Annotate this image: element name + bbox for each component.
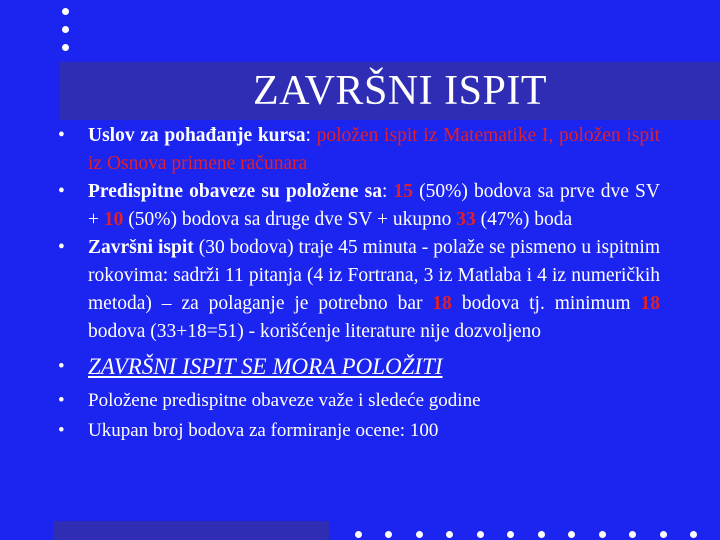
item-text: bodova (33+18=51) - korišćenje literature nije dozvoljeno: [88, 321, 542, 342]
item-label: Završni ispit: [88, 237, 194, 258]
bullet-marker: •: [58, 237, 65, 258]
decor-dot: [568, 531, 575, 538]
item-label: Predispitne obaveze su položene sa: [88, 181, 382, 202]
item-text: (50%) bodova sa druge dve SV + ukupno: [123, 209, 457, 230]
decor-dot: [355, 531, 362, 538]
decor-dot: [538, 531, 545, 538]
item-separator: :: [305, 125, 317, 146]
item-text: (30 bodova) traje 45 minuta - polaže se pismeno u ispitnim rokovima: sadrži 11 pitanja (4 iz Fortrana, 3 iz Matlaba i 4 iz numeričkih metoda) – za polaganje je potrebno bar: [88, 237, 660, 314]
decor-dot: [62, 26, 69, 33]
item-text: (50%) bodova sa prve dve SV +: [88, 181, 660, 230]
item-text: (47%) boda: [475, 209, 573, 230]
slide-content: [58, 120, 660, 446]
item-label: Uslov za pohađanje kursa: [88, 125, 306, 146]
item-value: položen ispit iz Matematike I, položen ispit iz Osnova primene računara: [88, 125, 660, 174]
bullet-item-pre-exam-obligations: [58, 178, 660, 234]
decor-dot: [599, 531, 606, 538]
bullet-item-note: [58, 386, 660, 416]
note-text: Ukupan broj bodova za formiranje ocene: 100: [88, 420, 439, 441]
bullet-item-emphasis: [58, 352, 660, 382]
decor-dot: [690, 531, 697, 538]
points-value: 18: [432, 293, 452, 314]
decor-dot: [416, 531, 423, 538]
decor-dot: [62, 44, 69, 51]
bullet-marker: •: [58, 420, 65, 441]
bullet-marker: •: [58, 181, 65, 202]
emphasis-text: ZAVRŠNI ISPIT SE MORA POLOŽITI: [88, 354, 443, 379]
bullet-marker: •: [58, 356, 65, 377]
bullet-marker: •: [58, 390, 65, 411]
decor-dot: [62, 8, 69, 15]
bullet-marker: •: [58, 125, 65, 146]
bullet-item-final-exam: [58, 234, 660, 346]
decor-dot: [507, 531, 514, 538]
decor-dot: [629, 531, 636, 538]
points-value: 33: [456, 209, 476, 230]
decor-dot: [660, 531, 667, 538]
bottom-bar: [53, 521, 329, 540]
points-value: 15: [393, 181, 414, 202]
decor-dot: [446, 531, 453, 538]
slide-title: ZAVRŠNI ISPIT: [253, 68, 547, 114]
note-text: Položene predispitne obaveze važe i sledeće godine: [88, 390, 481, 411]
decor-dot: [477, 531, 484, 538]
title-bar: [60, 62, 720, 120]
item-text: bodova tj. minimum: [451, 293, 641, 314]
points-value: 10: [103, 209, 124, 230]
decor-dot: [385, 531, 392, 538]
points-value: 18: [640, 293, 660, 314]
bullet-item-course-requirement: [58, 122, 660, 178]
bullet-item-note: [58, 416, 660, 446]
item-separator: :: [381, 181, 394, 202]
